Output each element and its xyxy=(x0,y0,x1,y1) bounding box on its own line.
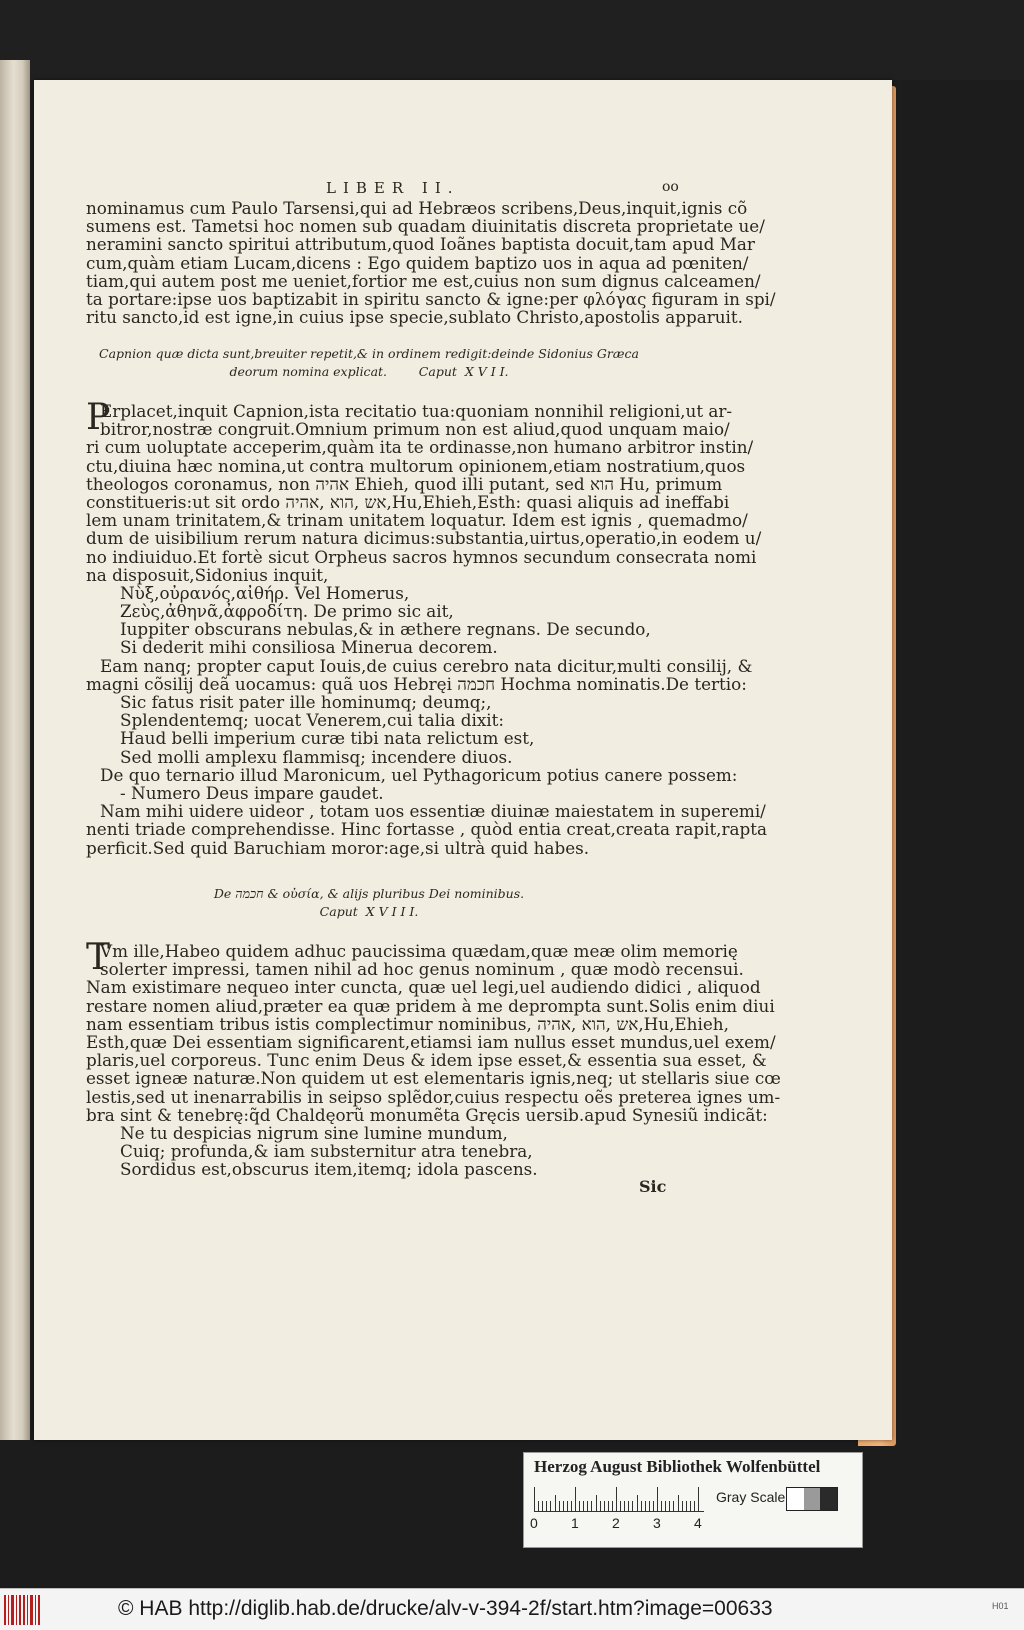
running-head: LIBER II. xyxy=(326,179,460,197)
chapter-17-heading-line: Capnion quæ dicta sunt,breuiter repetit,& in ordinem redigit:deinde Sidonius Græca xyxy=(99,346,639,361)
text-line: Nam mihi uidere uideor , totam uos essentiæ diuinæ maiestatem in superemi/ xyxy=(100,801,766,822)
color-scale-ruler xyxy=(523,1452,863,1548)
text-line: Si dederit mihi consiliosa Minerua decorem. xyxy=(120,637,498,658)
catchword: Sic xyxy=(639,1177,667,1196)
text-line: Esth,quæ Dei essentiam significarent,etiamsi iam nullus esset mundus,uel exem/ xyxy=(86,1031,776,1052)
ruler-tick xyxy=(538,1501,539,1511)
barcode-bar xyxy=(11,1595,14,1625)
text-line: nenti triade comprehendisse. Hinc fortasse , quòd entia creat,creata rapit,rapta xyxy=(86,819,768,840)
barcode-icon xyxy=(4,1595,46,1625)
ruler-tick xyxy=(579,1501,580,1511)
barcode-bar xyxy=(19,1595,21,1625)
ruler-tick xyxy=(669,1501,670,1511)
barcode-bar xyxy=(27,1595,28,1625)
text-line: theologos coronamus, non אהיה Ehieh, quod illi putant, sed הוא Hu, primum xyxy=(86,473,723,494)
text-line: Erplacet,inquit Capnion,ista recitatio tua:quoniam nonnihil religioni,ut ar- xyxy=(100,401,733,421)
text-block-3 xyxy=(86,937,781,1180)
ruler-number: 2 xyxy=(612,1515,620,1531)
ruler-tick xyxy=(665,1501,666,1511)
ruler-tick xyxy=(575,1487,576,1511)
text-line: Ne tu despicias nigrum sine lumine mundum, xyxy=(120,1122,508,1143)
ruler-title: Herzog August Bibliothek Wolfenbüttel xyxy=(534,1457,821,1476)
text-line: ta portare:ipse uos baptizabit in spiritu sancto & igne:per φλόγας figuram in spi/ xyxy=(86,288,776,309)
ruler-tick xyxy=(686,1501,687,1511)
text-line: Splendentemq; uocat Venerem,cui talia dixit: xyxy=(120,710,505,731)
text-line: nominamus cum Paulo Tarsensi,qui ad Hebræos scribens,Deus,inquit,ignis cõ xyxy=(86,198,748,218)
text-line: no indiuiduo.Et fortè sicut Orpheus sacros hymnos secundum consecrata nomi xyxy=(86,546,757,567)
ruler-tick xyxy=(583,1501,584,1511)
footer-bar xyxy=(0,1588,1024,1630)
ruler-number: 4 xyxy=(694,1515,702,1531)
ruler-tick xyxy=(673,1501,674,1511)
text-line: Sic fatus risit pater ille hominumq; deumq;, xyxy=(120,692,492,712)
text-line: constitueris:ut sit ordo אש ,הוא ,אהיה,Hu,Ehieh,Esth: quasi aliquis ad ineffabi xyxy=(86,491,730,512)
barcode-bar xyxy=(4,1595,6,1625)
text-line: restare nomen aliud,præter ea quæ pridem à me deprompta sunt.Solis enim diui xyxy=(86,995,775,1016)
ruler-tick xyxy=(641,1501,642,1511)
barcode-bar xyxy=(16,1595,17,1625)
barcode-bar xyxy=(35,1595,36,1625)
text-line: esset igneæ naturæ.Non quidem ut est elementaris ignis,neq; ut stellaris siue cœ xyxy=(86,1068,781,1089)
text-line: lem unam trinitatem,& trinam unitatem loquatur. Idem est ignis , quemadmo/ xyxy=(86,510,748,531)
text-line: Nam existimare nequeo inter cuncta, quæ uel legi,uel audiendo didici , aliquod xyxy=(86,977,761,998)
book-page xyxy=(34,80,892,1440)
text-line: nam essentiam tribus istis complectimur nominibus, אש ,הוא ,אהיה,Hu,Ehieh, xyxy=(86,1013,729,1034)
text-line: Ζεὺς,ἀθηνᾶ,ἀφροδίτη. De primo sic ait, xyxy=(120,601,454,622)
ruler-tick xyxy=(534,1487,535,1511)
footer-copyright-link[interactable]: © HAB http://diglib.hab.de/drucke/alv-v-394-2f/start.htm?image=00633 xyxy=(118,1597,773,1620)
text-line: plaris,uel corporeus. Tunc enim Deus & idem ipse esset,& essentia sua esset, & xyxy=(86,1050,767,1071)
ruler-tick xyxy=(645,1501,646,1511)
ruler-tick xyxy=(690,1501,691,1511)
ruler-number: 0 xyxy=(530,1515,538,1531)
chapter-17-heading-line: deorum nomina explicat. Caput X V I I. xyxy=(229,364,509,379)
folio-number: oo xyxy=(662,179,679,195)
ruler-tick xyxy=(563,1501,564,1511)
barcode-bar xyxy=(8,1595,9,1625)
text-line: ctu,diuina hæc nomina,ut contra multorum opinionem,etiam nostratium,quos xyxy=(86,455,746,476)
ruler-tick xyxy=(604,1501,605,1511)
text-line: magni cõsilij deã uocamus: quã uos Hebręi חכמה Hochma nominatis.De tertio: xyxy=(86,673,747,694)
text-line: sumens est. Tametsi hoc nomen sub quadam diuinitatis discreta proprietate ue/ xyxy=(86,216,765,237)
text-line: perficit.Sed quid Baruchiam moror:age,si ultrà quid habes. xyxy=(86,837,590,858)
ruler-tick xyxy=(567,1501,568,1511)
text-line: na disposuit,Sidonius inquit, xyxy=(86,564,329,585)
ruler-tick xyxy=(591,1501,592,1511)
ruler-tick xyxy=(637,1495,638,1511)
text-line: tiam,qui autem post me ueniet,fortior me est,cuius non sum dignus calceamen/ xyxy=(86,270,761,291)
text-line: - Numero Deus impare gaudet. xyxy=(120,782,384,803)
text-line: bitror,nostræ congruit.Omnium primum non est aliud,quod unquam maio/ xyxy=(100,419,730,440)
chapter-17-heading xyxy=(34,345,704,381)
barcode-bar xyxy=(30,1595,33,1625)
chapter-18-heading-line: De חכמה & οὐσία, & alijs pluribus Dei nominibus. xyxy=(213,886,525,901)
text-line: neramini sancto spiritui attributum,quod Ioãnes baptista docuit,tam apud Mar xyxy=(86,234,755,255)
text-line: cum,quàm etiam Lucam,dicens : Ego quidem baptizo uos in aqua ad pœniten/ xyxy=(86,252,749,273)
ruler-number: 3 xyxy=(653,1515,661,1531)
ruler-tick xyxy=(698,1487,699,1511)
text-line: ri cum uoluptate acceperim,quàm ita te ordinasse,non humano arbitror instin/ xyxy=(86,437,754,458)
ruler-tick xyxy=(657,1487,658,1511)
ruler-tick xyxy=(587,1501,588,1511)
barcode-bar xyxy=(38,1595,40,1625)
text-line: Νὺξ,οὐρανός,αἰθήρ. Vel Homerus, xyxy=(120,582,410,603)
facing-page-edge xyxy=(0,60,30,1440)
ruler-tick xyxy=(555,1495,556,1511)
text-line: dum de uisibilium rerum natura dicimus:substantia,uirtus,operatio,in eodem u/ xyxy=(86,528,762,549)
ruler-number: 1 xyxy=(571,1515,579,1531)
ruler-tick xyxy=(571,1501,572,1511)
gray-scale-label: Gray Scale xyxy=(716,1489,786,1505)
text-line: De quo ternario illud Maronicum, uel Pythagoricum potius canere possem: xyxy=(100,764,738,785)
ruler-tick xyxy=(546,1501,547,1511)
ruler-tick xyxy=(632,1501,633,1511)
ruler-tick xyxy=(620,1501,621,1511)
text-line: ritu sancto,id est igne,in cuius ipse specie,sublato Christo,apostolis apparuit. xyxy=(86,307,743,328)
footer-mark: H01 xyxy=(992,1601,1009,1611)
ruler-tick xyxy=(624,1501,625,1511)
ruler-tick xyxy=(612,1501,613,1511)
ruler-tick xyxy=(661,1501,662,1511)
barcode-bar xyxy=(23,1595,25,1625)
gray-swatch xyxy=(820,1488,837,1510)
text-line: bra sint & tenebrę:q̃d Chaldęorũ monumẽta Gręcis uersib.apud Synesiũ indicãt: xyxy=(86,1104,768,1125)
text-block-1 xyxy=(86,199,776,326)
text-line: Vm ille,Habeo quidem adhuc paucissima quædam,quæ meæ olim memorię xyxy=(100,941,738,961)
ruler-tick xyxy=(694,1501,695,1511)
chapter-18-heading xyxy=(34,885,704,921)
ruler-tick xyxy=(550,1501,551,1511)
drop-initial-t: T xyxy=(86,937,111,978)
gray-swatch xyxy=(787,1488,804,1510)
ruler-tick xyxy=(596,1495,597,1511)
ruler-tick xyxy=(600,1501,601,1511)
text-line: Eam nanq; propter caput Iouis,de cuius cerebro nata dicitur,multi consilij, & xyxy=(100,655,753,676)
ruler-tick xyxy=(542,1501,543,1511)
text-line: Cuiq; profunda,& iam substernitur atra tenebra, xyxy=(120,1141,533,1162)
ruler-tick xyxy=(628,1501,629,1511)
drop-initial-p: P xyxy=(86,397,111,438)
text-line: Haud belli imperium curæ tibi nata relictum est, xyxy=(120,728,535,749)
ruler-tick xyxy=(678,1495,679,1511)
text-line: Iuppiter obscurans nebulas,& in æthere regnans. De secundo, xyxy=(120,619,651,640)
gray-scale-swatches xyxy=(786,1487,838,1511)
ruler-tick xyxy=(653,1501,654,1511)
ruler-tick xyxy=(682,1501,683,1511)
chapter-18-heading-line: Caput X V I I I. xyxy=(319,904,419,919)
text-line: Sed molli amplexu flammisq; incendere diuos. xyxy=(120,746,513,767)
text-block-2 xyxy=(86,397,768,858)
ruler-tick xyxy=(616,1487,617,1511)
ruler-tick xyxy=(649,1501,650,1511)
ruler-scale xyxy=(534,1485,704,1512)
text-line: solerter impressi, tamen nihil ad hoc genus nominum , quæ modò recensui. xyxy=(100,959,744,980)
ruler-tick xyxy=(559,1501,560,1511)
ruler-tick xyxy=(608,1501,609,1511)
text-line: Sordidus est,obscurus item,itemq; idola pascens. xyxy=(120,1159,538,1180)
scan-background xyxy=(0,0,1024,80)
text-line: lestis,sed ut inenarrabilis in seipso splẽdor,cuius respectu oẽs preterea ignes um- xyxy=(86,1086,781,1107)
gray-swatch xyxy=(804,1488,821,1510)
